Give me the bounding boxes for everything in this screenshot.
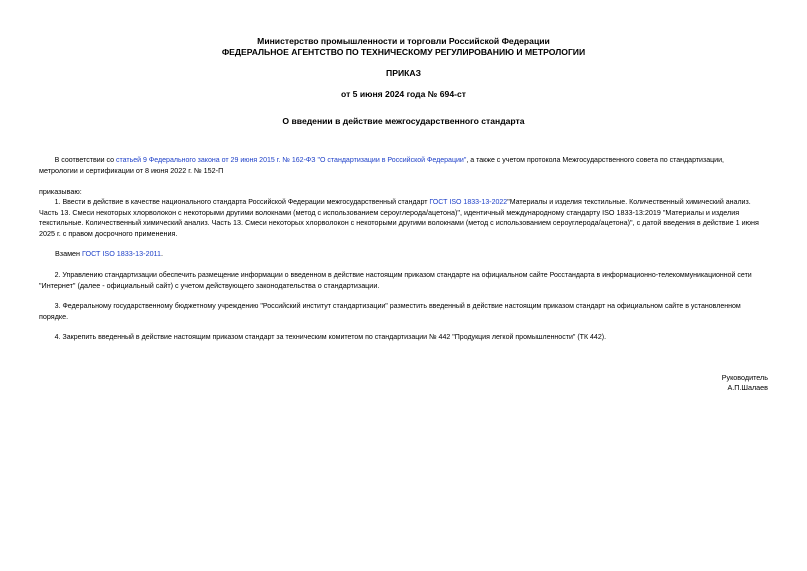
gost-2022-link[interactable]: ГОСТ ISO 1833-13-2022 (429, 197, 508, 206)
law-link[interactable]: статьей 9 Федерального закона от 29 июня 2015 г. № 162-ФЗ "О стандартизации в Российской Федерации" (115, 155, 467, 164)
agency-title: ФЕДЕРАЛЬНОЕ АГЕНТСТВО ПО ТЕХНИЧЕСКОМУ РЕГУЛИРОВАНИЮ И МЕТРОЛОГИИ (221, 47, 586, 57)
replace-line (39, 249, 768, 260)
item-4 (39, 332, 768, 343)
preamble-text-after: , а также с учетом протокола Межгосударственного совета по стандартизации, (466, 155, 724, 164)
order-word: приказываю: (39, 187, 82, 196)
replace-suffix: . (161, 249, 164, 258)
item-1-line-1 (39, 197, 752, 208)
item-3-line-2: порядке. (39, 311, 69, 321)
item-1-line-3: текстильные. Количественный химический анализ. Часть 13. Смеси некоторых хлорволокон с некоторыми другими волокнами (метод с использованием сероуглерода/ацетона)", с датой введения в действие 1 июня (39, 218, 759, 228)
item-3 (39, 301, 768, 322)
signature-name: А.П.Шалаев (727, 383, 768, 392)
item-1-line-4: 2025 г. с правом досрочного применения. (39, 228, 178, 238)
signature-title: Руководитель (721, 373, 768, 382)
item-2-line-2: "Интернет" (далее - официальный сайт) с учетом действующего законодательства о стандартизации. (39, 280, 380, 290)
item-3-line-1: 3. Федеральному государственному бюджетному учреждению "Российский институт стандартизации" разместить введенный в действие настоящим приказом стандарт на официальном сайте в установленном (54, 301, 741, 310)
ministry-title: Министерство промышленности и торговли Российской Федерации (257, 36, 550, 46)
item-4-line-1: 4. Закрепить введенный в действие настоящим приказом стандарт за техническим комитетом по стандартизации № 442 "Продукция легкой промышленности" (ТК 442). (54, 332, 607, 341)
preamble (39, 155, 768, 176)
doc-subject: О введении в действие межгосударственного стандарта (282, 116, 525, 126)
doc-date-number: от 5 июня 2024 года № 694-ст (341, 89, 466, 99)
doc-type: ПРИКАЗ (386, 68, 421, 78)
preamble-text-before: В соответствии со (54, 155, 116, 164)
item-1 (39, 197, 768, 239)
gost-2011-link[interactable]: ГОСТ ISO 1833-13-2011 (82, 249, 162, 258)
replace-prefix: Взамен (55, 249, 82, 258)
preamble-line-2: метрологии и сертификации от 8 июня 2022 г. № 152-П (39, 165, 224, 175)
item-1-line-2: Часть 13. Смеси некоторых хлорволокон с некоторыми другими волокнами (метод с использованием сероуглерода/ацетона)", идентичный международному стандарту ISO 1833-13:2019 "Материалы и изделия (39, 207, 740, 217)
item-1-title: "Материалы и изделия текстильные. Количественный химический анализ. (507, 197, 751, 206)
item-2 (39, 270, 768, 291)
preamble-line-1 (39, 155, 752, 166)
item-2-line-1: 2. Управлению стандартизации обеспечить размещение информации о введенном в действие настоящим приказом стандарте на официальном сайте Росстандарта в информационно-телекоммуникационной сети (54, 270, 752, 279)
item-1-prefix: 1. Ввести в действие в качестве национального стандарта Российской Федерации межгосударственный стандарт (54, 197, 430, 206)
